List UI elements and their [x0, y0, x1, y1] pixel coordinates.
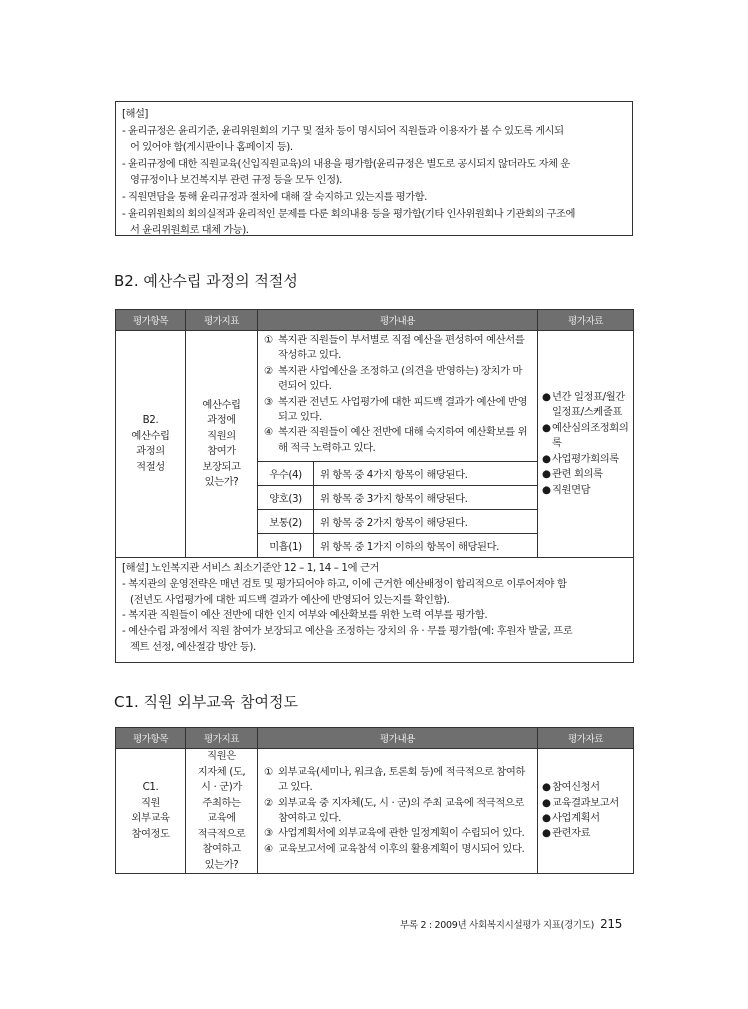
header-materials: 평가자료: [538, 728, 634, 749]
material-item: ● 사업계획서: [542, 811, 629, 826]
indicator-line: 있는가?: [204, 858, 239, 871]
header-item: 평가항목: [116, 728, 186, 749]
evaluation-table-c1: [115, 727, 634, 874]
indicator-line: 직원은: [207, 750, 236, 762]
indicator-line: 보장되고: [202, 460, 241, 473]
materials-cell: [538, 331, 634, 558]
header-content: 평가내용: [258, 310, 538, 331]
criterion-text: 복지관 사업예산을 조정하고 (의견을 반영하는) 장치가 마련되어 있다.: [278, 364, 523, 393]
criterion-item: [264, 765, 531, 796]
item-name-line: 직원: [140, 796, 161, 809]
level-description: 위 항목 중 3가지 항목이 해당된다.: [314, 486, 538, 510]
bullet-icon: ●: [542, 421, 551, 434]
material-item: ● 년간 일정표/월간 일정표/스케줄표: [542, 391, 625, 419]
level-description: 위 항목 중 2가지 항목이 해당된다.: [314, 510, 538, 534]
criterion-item: [264, 333, 531, 364]
indicator-line: 있는가?: [204, 476, 239, 488]
indicator-line: 예산수립: [202, 398, 241, 411]
indicator-cell: [186, 749, 258, 874]
item-name-line: 적절성: [136, 460, 165, 473]
content-cell: [258, 331, 538, 462]
note-line: [해설]: [122, 108, 148, 120]
criterion-number: ②: [264, 364, 273, 377]
page-number: 215: [600, 917, 623, 931]
level-description: 위 항목 중 4가지 항목이 해당된다.: [314, 462, 538, 486]
note-line: - 복지관의 운영전략은 매년 검토 및 평가되어야 하고, 이에 근거한 예산배정이 합리적으로 이루어져야 함: [122, 577, 567, 590]
criterion-text: 사업계획서에 외부교육에 관한 일정계획이 수립되어 있다.: [278, 827, 525, 840]
level-grade: 보통(2): [258, 510, 314, 534]
item-cell: [116, 749, 186, 874]
bullet-icon: ●: [542, 483, 551, 496]
indicator-line: 참여하고: [202, 843, 241, 855]
section-title-b2: B2. 예산수립 과정의 적절성: [114, 272, 298, 290]
criterion-number: ①: [264, 765, 273, 778]
commentary-box-ethics: [115, 101, 633, 236]
note-line: - 직원면담을 통해 윤리규정과 절차에 대해 잘 숙지하고 있는지를 평가함.: [122, 190, 427, 203]
criterion-text: 외부교육 중 지자체(도, 시 · 군)의 주최 교육에 적극적으로 참여하고 있다.: [278, 796, 524, 824]
material-item: ● 사업평가회의록: [542, 452, 629, 467]
header-indicator: 평가지표: [186, 310, 258, 331]
criterion-number: ④: [264, 426, 273, 439]
note-line: 어 있어야 함(게시판이나 홈페이지 등).: [130, 141, 293, 154]
criterion-number: ②: [264, 796, 273, 809]
note-line: - 윤리위원회의 회의실적과 윤리적인 문제를 다룬 회의내용 등을 평가함(기타 인사위원회나 기관회의 구조에: [122, 207, 575, 220]
criterion-text: 복지관 직원들이 예산 전반에 대해 숙지하여 예산확보를 위해 적극 노력하고 있다.: [278, 426, 528, 454]
indicator-line: 적극적으로: [197, 827, 246, 840]
item-name-line: 예산수립: [131, 429, 170, 442]
indicator-line: 참여가: [207, 445, 236, 457]
criterion-item: [264, 826, 531, 841]
content-cell: [258, 749, 538, 874]
header-materials: 평가자료: [538, 310, 634, 331]
note-line: - 예산수립 과정에서 직원 참여가 보장되고 예산을 조정하는 장치의 유 · 무를 평가함(예: 후원자 발굴, 프로: [122, 625, 573, 638]
footer-text: 부록 2 : 2009년 사회복지시설평가 지표(경기도): [400, 920, 595, 931]
indicator-line: 과정에: [207, 414, 236, 426]
criterion-text: 복지관 직원들이 부서별로 직접 예산을 편성하여 예산서를 작성하고 있다.: [278, 334, 525, 362]
note-line: 젝트 선정, 예산절감 방안 등).: [130, 640, 256, 653]
criterion-number: ③: [264, 395, 273, 408]
criterion-item: [264, 842, 531, 857]
indicator-line: 주최하는: [202, 796, 241, 809]
evaluation-table-b2: [115, 309, 634, 663]
item-name-line: 과정의: [136, 445, 165, 457]
bullet-icon: ●: [542, 391, 551, 404]
criterion-number: ③: [264, 827, 273, 840]
material-item: ● 관련자료: [542, 826, 629, 841]
bullet-icon: ●: [542, 812, 551, 824]
indicator-line: 교육에: [207, 812, 236, 824]
item-code: C1.: [142, 781, 159, 793]
level-grade: 미흡(1): [258, 534, 314, 558]
level-grade: 우수(4): [258, 462, 314, 486]
material-item: ● 예산심의조정회의록: [542, 421, 629, 450]
indicator-cell: [186, 331, 258, 558]
materials-cell: [538, 749, 634, 874]
criterion-number: ④: [264, 842, 273, 855]
section-title-c1: C1. 직원 외부교육 참여정도: [114, 693, 298, 711]
item-cell: [116, 331, 186, 558]
note-line: [해설] 노인복지관 서비스 최소기준안 12 – 1, 14 – 1에 근거: [122, 562, 380, 574]
material-item: ● 관련 회의록: [542, 467, 629, 482]
material-item: ● 교육결과보고서: [542, 796, 629, 811]
material-item: ● 참여신청서: [542, 780, 629, 795]
note-line: - 윤리규정은 윤리기준, 윤리위원회의 기구 및 절차 등이 명시되어 직원들과 이용자가 볼 수 있도록 게시되: [122, 124, 564, 137]
level-grade: 양호(3): [258, 486, 314, 510]
note-line: 영규정이나 보건복지부 관련 규정 등을 모두 인정).: [130, 174, 342, 187]
note-line: 서 윤리위원회로 대체 가능).: [130, 224, 249, 237]
indicator-line: 시 · 군)가: [201, 781, 242, 793]
criterion-text: 외부교육(세미나, 워크숍, 토론회 등)에 적극적으로 참여하고 있다.: [278, 765, 525, 794]
criterion-text: 복지관 전년도 사업평가에 대한 피드백 결과가 예산에 반영되고 있다.: [278, 395, 528, 424]
bullet-icon: ●: [542, 468, 551, 481]
header-content: 평가내용: [258, 728, 538, 749]
page-footer: [400, 917, 622, 931]
criterion-item: [264, 796, 531, 827]
indicator-line: 직원의: [207, 429, 236, 442]
indicator-line: 지자체 (도,: [197, 765, 246, 778]
bullet-icon: ●: [542, 796, 551, 809]
criterion-item: [264, 425, 531, 456]
header-item: 평가항목: [116, 310, 186, 331]
note-line: - 윤리규정에 대한 직원교육(신입직원교육)의 내용을 평가함(윤리규정은 별도로 공시되지 않더라도 자체 운: [122, 157, 570, 170]
criterion-text: 교육보고서에 교육참석 이후의 활용계획이 명시되어 있다.: [278, 842, 525, 855]
bullet-icon: ●: [542, 781, 551, 794]
item-code: B2.: [142, 414, 159, 426]
note-line: (전년도 사업평가에 대한 피드백 결과가 예산에 반영되어 있는지를 확인함).: [130, 593, 450, 606]
criterion-item: [264, 395, 531, 426]
item-name-line: 참여정도: [131, 827, 170, 840]
criterion-item: [264, 364, 531, 395]
material-item: ● 직원면담: [542, 483, 629, 498]
bullet-icon: ●: [542, 452, 551, 465]
item-name-line: 외부교육: [131, 812, 170, 824]
note-line: - 복지관 직원들이 예산 전반에 대한 인지 여부와 예산확보를 위한 노력 여부를 평가함.: [122, 609, 488, 622]
commentary-cell-b2: [116, 558, 634, 663]
header-indicator: 평가지표: [186, 728, 258, 749]
bullet-icon: ●: [542, 827, 551, 840]
criterion-number: ①: [264, 334, 273, 346]
level-description: 위 항목 중 1가지 이하의 항목이 해당된다.: [314, 534, 538, 558]
